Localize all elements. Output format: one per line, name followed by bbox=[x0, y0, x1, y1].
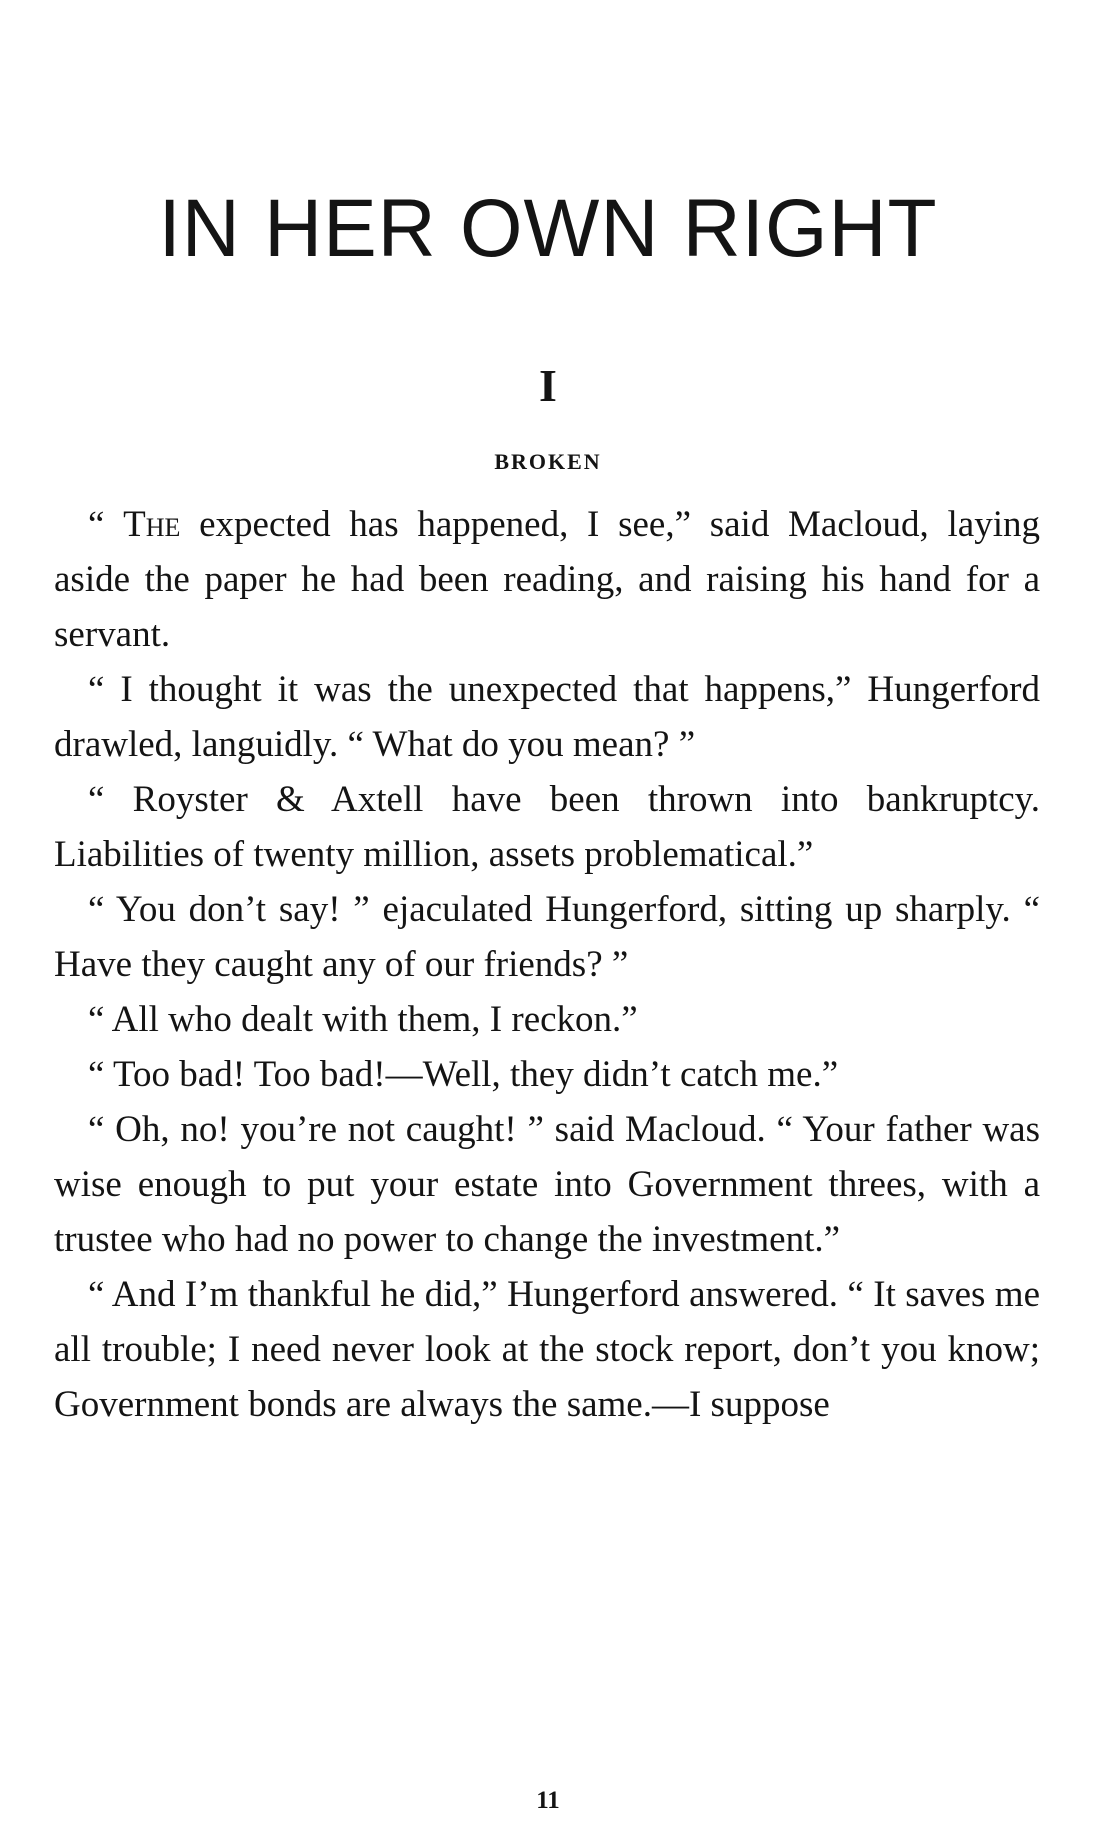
chapter-text bbox=[54, 497, 1040, 1432]
paragraph-2: “ I thought it was the unexpected that happens,” Hungerford drawled, languidly. “ What do you mean? ” bbox=[54, 669, 1040, 765]
page-number: 11 bbox=[536, 1787, 560, 1814]
paragraph-7: “ Oh, no! you’re not caught! ” said Macloud. “ Your father was wise enough to put your estate into Government threes, with a trustee who had no power to change the investment.” bbox=[54, 1109, 1040, 1260]
chapter-title: BROKEN bbox=[494, 449, 602, 474]
paragraph-5: “ All who dealt with them, I reckon.” bbox=[88, 999, 638, 1040]
paragraph-6: “ Too bad! Too bad!—Well, they didn’t catch me.” bbox=[88, 1054, 839, 1095]
paragraph-1-text: expected has happened, I see,” said Macloud, laying aside the paper he had been reading, and raising his hand for a servant. bbox=[54, 504, 1040, 655]
opening-quote: “ bbox=[88, 504, 124, 545]
paragraph-8: “ And I’m thankful he did,” Hungerford answered. “ It saves me all trouble; I need never look at the stock report, don’t you know; Government bonds are always the same.—I suppose bbox=[54, 1274, 1040, 1425]
chapter-number: I bbox=[539, 360, 557, 411]
paragraph-4: “ You don’t say! ” ejaculated Hungerford, sitting up sharply. “ Have they caught any of our friends? ” bbox=[54, 889, 1040, 985]
paragraph-1 bbox=[54, 497, 1040, 662]
opening-word: The bbox=[123, 504, 181, 545]
paragraph-3: “ Royster & Axtell have been thrown into bankruptcy. Liabilities of twenty million, assets problematical.” bbox=[54, 779, 1040, 875]
book-title: IN HER OWN RIGHT bbox=[158, 183, 938, 274]
